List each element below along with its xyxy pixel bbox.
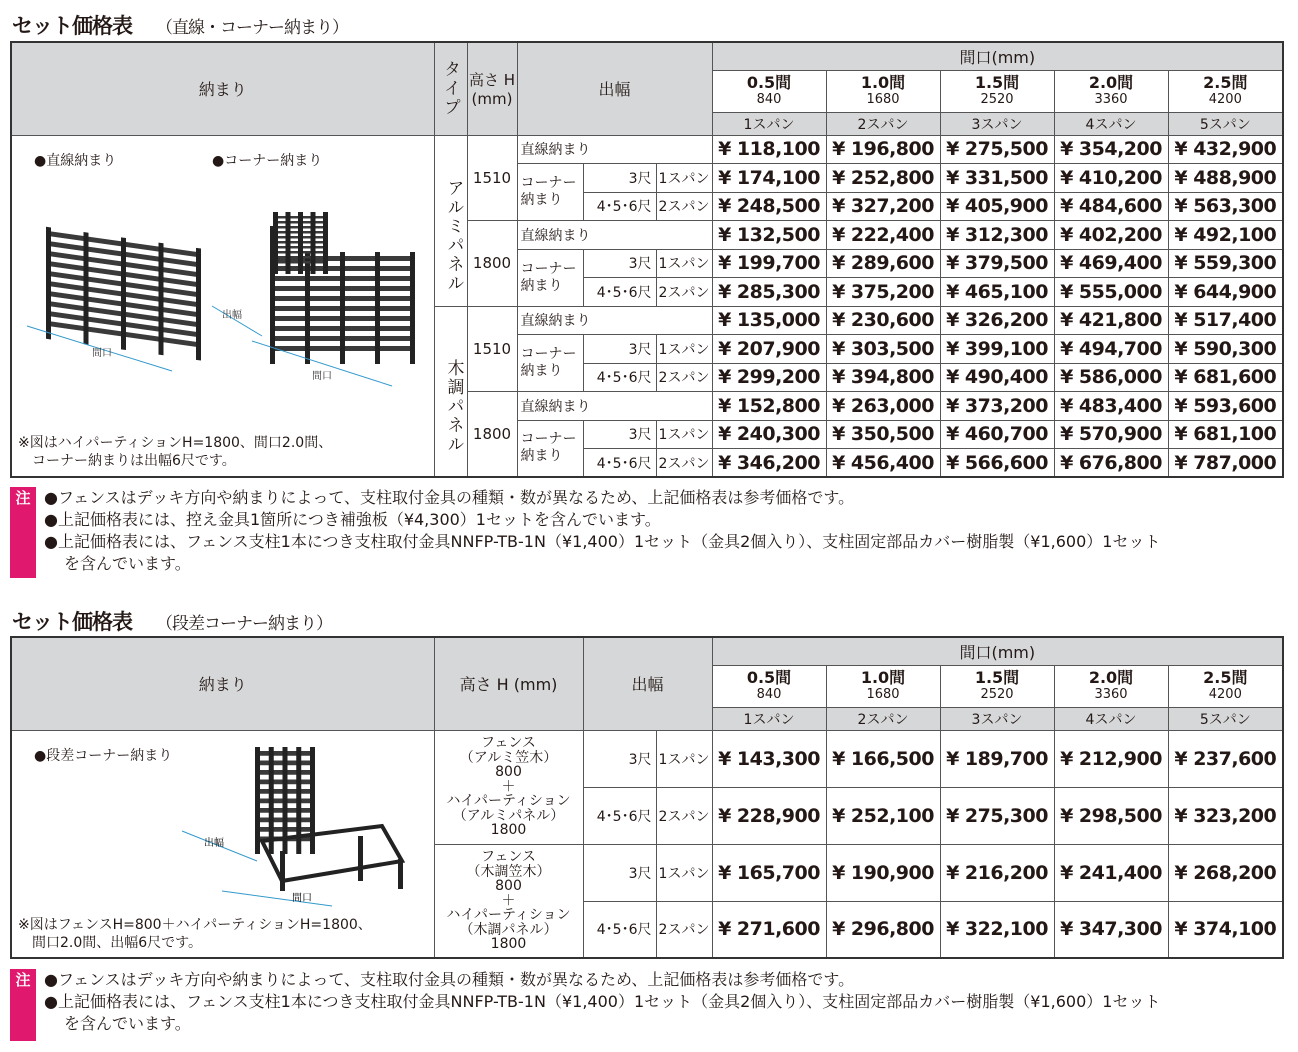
ken-label: 2.0間 [1088,668,1134,687]
price-cell: ¥ 174,100 [712,164,826,193]
header-opening: 間口(mm) [712,42,1283,70]
price-cell: ¥ 563,300 [1168,192,1283,221]
price-cell: ¥ 350,500 [826,420,940,449]
fit-straight: 直線納まり [517,135,712,164]
note-item: ●上記価格表には、フェンス支柱1本につき支柱取付金具NNFP-TB-1N（¥1,400）1セット（金具2個入り）、支柱固定部品カバー樹脂製（¥1,600）1セット [44,532,1161,551]
price-cell: ¥ 402,200 [1054,221,1168,250]
depth-3shaku: 3尺 [583,164,656,193]
depth-3shaku: 3尺 [583,420,656,449]
depth-456shaku: 4･5･6尺 [583,449,656,478]
span-count: 1スパン [656,844,712,901]
span-label: 4スパン [1054,707,1168,730]
price-cell: ¥ 323,200 [1168,787,1283,844]
note-item: ●上記価格表には、控え金具1箇所につき補強板（¥4,300）1セットを含んでいます。 [44,510,661,529]
desc-line: 1800 [490,936,527,952]
column-header-2 [940,70,1054,112]
column-header-3 [1054,70,1168,112]
ken-label: 1.0間 [860,668,906,687]
ken-label: 1.5間 [974,668,1020,687]
note-item: ●フェンスはデッキ方向や納まりによって、支柱取付金具の種類・数が異なるため、上記価格表は参考価格です。 [44,970,855,989]
desc-line: 800 [495,878,522,894]
fit-corner: コーナー納まり [517,249,583,306]
ken-label: 2.5間 [1203,668,1248,687]
illus-note-1: ※図はフェンスH=800＋ハイパーティションH=1800、 [18,916,372,933]
mm-label: 3360 [1094,687,1128,702]
illus-note-2: 間口2.0間、出幅6尺です。 [32,934,203,951]
price-cell: ¥ 207,900 [712,335,826,364]
note-item: を含んでいます。 [64,554,191,573]
span-label: 5スパン [1168,707,1283,730]
price-cell: ¥ 460,700 [940,420,1054,449]
price-cell: ¥ 296,800 [826,901,940,958]
price-cell: ¥ 268,200 [1168,844,1283,901]
column-header-4 [1168,70,1283,112]
price-cell: ¥ 373,200 [940,392,1054,421]
price-cell: ¥ 327,200 [826,192,940,221]
height-value: 1510 [467,306,517,392]
header-fit: 納まり [11,42,434,135]
price-cell: ¥ 252,800 [826,164,940,193]
price-cell: ¥ 152,800 [712,392,826,421]
price-cell: ¥ 189,700 [940,730,1054,787]
fence-illustration [162,741,422,911]
opening-label: 間口 [92,347,112,359]
price-cell: ¥ 374,100 [1168,901,1283,958]
depth-456shaku: 4･5･6尺 [583,192,656,221]
price-cell: ¥ 312,300 [940,221,1054,250]
span-label: 4スパン [1054,112,1168,135]
price-cell: ¥ 681,100 [1168,420,1283,449]
mm-label: 4200 [1208,687,1242,702]
desc-line: フェンス [481,849,536,865]
desc-line: （木調笠木） [466,863,551,880]
price-cell: ¥ 394,800 [826,363,940,392]
header-height: 高さ H (mm) [467,42,517,135]
title-text: セット価格表 [12,14,132,38]
table-row [11,135,1283,164]
column-header-4 [1168,665,1283,707]
price-cell: ¥ 410,200 [1054,164,1168,193]
ken-label: 0.5間 [746,73,792,92]
price-cell: ¥ 555,000 [1054,278,1168,307]
price-table-step-corner [10,636,1284,959]
price-cell: ¥ 165,700 [712,844,826,901]
column-header-0 [712,70,826,112]
span-count: 1スパン [656,249,712,278]
desc-line: （木調パネル） [459,921,558,938]
note-badge: 注 [10,969,36,1041]
column-header-1 [826,665,940,707]
note-badge: 注 [10,487,36,578]
note-item: を含んでいます。 [64,1014,191,1033]
price-table-straight-corner [10,41,1284,478]
price-cell: ¥ 241,400 [1054,844,1168,901]
mm-label: 840 [756,92,782,107]
header-height: 高さ H (mm) [434,637,583,730]
ken-label: 2.5間 [1203,73,1248,92]
fit-straight: 直線納まり [517,221,712,250]
price-cell: ¥ 248,500 [712,192,826,221]
illustration-cell [11,730,434,958]
span-label: 3スパン [940,112,1054,135]
type-label: 木調パネル [434,306,467,477]
column-header-3 [1054,665,1168,707]
span-label: 1スパン [712,112,826,135]
price-cell: ¥ 488,900 [1168,164,1283,193]
price-cell: ¥ 237,600 [1168,730,1283,787]
span-count: 1スパン [656,335,712,364]
desc-line: ＋ [501,892,516,909]
desc-line: ハイパーティション [446,793,571,810]
price-cell: ¥ 216,200 [940,844,1054,901]
price-cell: ¥ 222,400 [826,221,940,250]
svg-text:間口: 間口 [292,892,312,904]
span-count: 2スパン [656,363,712,392]
subtitle: （直線・コーナー納まり） [156,18,348,38]
mm-label: 3360 [1094,92,1128,107]
label-straight: ●直線納まり [34,152,117,169]
price-cell: ¥ 465,100 [940,278,1054,307]
illus-note-1: ※図はハイパーティションH=1800、間口2.0間、 [18,434,333,451]
depth-456shaku: 4･5･6尺 [583,787,656,844]
price-cell: ¥ 593,600 [1168,392,1283,421]
price-cell: ¥ 483,400 [1054,392,1168,421]
header-fit: 納まり [11,637,434,730]
price-cell: ¥ 354,200 [1054,135,1168,164]
price-cell: ¥ 346,200 [712,449,826,478]
price-cell: ¥ 135,000 [712,306,826,335]
price-cell: ¥ 298,500 [1054,787,1168,844]
combination-desc [434,730,583,844]
price-cell: ¥ 118,100 [712,135,826,164]
price-cell: ¥ 240,300 [712,420,826,449]
column-header-2 [940,665,1054,707]
price-cell: ¥ 166,500 [826,730,940,787]
price-cell: ¥ 492,100 [1168,221,1283,250]
height-value: 1510 [467,135,517,221]
price-cell: ¥ 570,900 [1054,420,1168,449]
note-item: ●上記価格表には、フェンス支柱1本につき支柱取付金具NNFP-TB-1N（¥1,400）1セット（金具2個入り）、支柱固定部品カバー樹脂製（¥1,600）1セット [44,992,1161,1011]
price-cell: ¥ 275,300 [940,787,1054,844]
ken-label: 2.0間 [1088,73,1134,92]
price-cell: ¥ 379,500 [940,249,1054,278]
mm-label: 1680 [866,687,900,702]
span-count: 2スパン [656,449,712,478]
price-cell: ¥ 517,400 [1168,306,1283,335]
price-cell: ¥ 285,300 [712,278,826,307]
price-cell: ¥ 143,300 [712,730,826,787]
span-count: 2スパン [656,787,712,844]
ken-label: 0.5間 [746,668,792,687]
svg-text:出幅: 出幅 [222,309,242,321]
fit-corner: コーナー納まり [517,164,583,221]
price-cell: ¥ 421,800 [1054,306,1168,335]
fit-corner: コーナー納まり [517,335,583,392]
section1-title [12,10,348,40]
svg-text:間口: 間口 [312,370,332,382]
price-cell: ¥ 644,900 [1168,278,1283,307]
column-header-1 [826,70,940,112]
price-cell: ¥ 271,600 [712,901,826,958]
mm-label: 4200 [1208,92,1242,107]
depth-456shaku: 4･5･6尺 [583,363,656,392]
price-cell: ¥ 196,800 [826,135,940,164]
illus-note-2: コーナー納まりは出幅6尺です。 [32,452,236,469]
price-cell: ¥ 331,500 [940,164,1054,193]
price-cell: ¥ 787,000 [1168,449,1283,478]
depth-3shaku: 3尺 [583,335,656,364]
desc-line: （アルミ笠木） [459,749,558,766]
price-cell: ¥ 275,500 [940,135,1054,164]
mm-label: 2520 [980,687,1014,702]
span-label: 2スパン [826,112,940,135]
price-cell: ¥ 263,000 [826,392,940,421]
price-cell: ¥ 586,000 [1054,363,1168,392]
price-cell: ¥ 322,100 [940,901,1054,958]
note-item: ●フェンスはデッキ方向や納まりによって、支柱取付金具の種類・数が異なるため、上記価格表は参考価格です。 [44,488,855,507]
mm-label: 840 [756,687,782,702]
price-cell: ¥ 676,800 [1054,449,1168,478]
fit-corner: コーナー納まり [517,420,583,477]
desc-line: ＋ [501,778,516,795]
span-count: 1スパン [656,730,712,787]
price-cell: ¥ 289,600 [826,249,940,278]
depth-456shaku: 4･5･6尺 [583,901,656,958]
header-depth: 出幅 [517,42,712,135]
desc-line: ハイパーティション [446,907,571,923]
notes-1 [10,487,1290,578]
combination-desc [434,844,583,958]
price-cell: ¥ 559,300 [1168,249,1283,278]
span-count: 2スパン [656,278,712,307]
column-header-0 [712,665,826,707]
notes-2 [10,969,1290,1041]
header-opening: 間口(mm) [712,637,1283,665]
span-count: 2スパン [656,192,712,221]
price-cell: ¥ 469,400 [1054,249,1168,278]
price-cell: ¥ 132,500 [712,221,826,250]
depth-3shaku: 3尺 [583,844,656,901]
span-count: 1スパン [656,164,712,193]
subtitle: （段差コーナー納まり） [156,614,332,634]
price-cell: ¥ 212,900 [1054,730,1168,787]
price-cell: ¥ 190,900 [826,844,940,901]
height-value: 1800 [467,392,517,478]
type-label: アルミパネル [434,135,467,306]
height-value: 1800 [467,221,517,307]
price-cell: ¥ 303,500 [826,335,940,364]
table-row [11,730,1283,787]
label-corner: ●コーナー納まり [212,152,323,169]
ken-label: 1.0間 [860,73,906,92]
price-cell: ¥ 326,200 [940,306,1054,335]
title-text: セット価格表 [12,610,132,634]
desc-line: 1800 [490,822,527,839]
svg-text:出幅: 出幅 [204,837,224,849]
price-cell: ¥ 230,600 [826,306,940,335]
price-cell: ¥ 399,100 [940,335,1054,364]
span-count: 2スパン [656,901,712,958]
price-cell: ¥ 252,100 [826,787,940,844]
desc-line: （アルミパネル） [452,807,565,824]
price-cell: ¥ 375,200 [826,278,940,307]
price-cell: ¥ 681,600 [1168,363,1283,392]
price-cell: ¥ 490,400 [940,363,1054,392]
section2-title [12,606,332,636]
price-cell: ¥ 228,900 [712,787,826,844]
depth-456shaku: 4･5･6尺 [583,278,656,307]
fence-illustration [12,196,432,396]
price-cell: ¥ 405,900 [940,192,1054,221]
span-label: 1スパン [712,707,826,730]
ken-label: 1.5間 [974,73,1020,92]
span-label: 3スパン [940,707,1054,730]
price-cell: ¥ 590,300 [1168,335,1283,364]
mm-label: 1680 [866,92,900,107]
price-cell: ¥ 199,700 [712,249,826,278]
mm-label: 2520 [980,92,1014,107]
depth-3shaku: 3尺 [583,730,656,787]
price-cell: ¥ 347,300 [1054,901,1168,958]
span-label: 2スパン [826,707,940,730]
illustration-cell [11,135,434,477]
label-step-corner: ●段差コーナー納まり [34,747,173,764]
fit-straight: 直線納まり [517,392,712,421]
price-cell: ¥ 299,200 [712,363,826,392]
header-depth: 出幅 [583,637,712,730]
price-cell: ¥ 494,700 [1054,335,1168,364]
desc-line: フェンス [481,735,536,752]
desc-line: 800 [495,764,522,781]
price-cell: ¥ 456,400 [826,449,940,478]
fit-straight: 直線納まり [517,306,712,335]
depth-3shaku: 3尺 [583,249,656,278]
span-label: 5スパン [1168,112,1283,135]
span-count: 1スパン [656,420,712,449]
price-cell: ¥ 566,600 [940,449,1054,478]
price-cell: ¥ 432,900 [1168,135,1283,164]
header-type: タイプ [434,42,467,135]
price-cell: ¥ 484,600 [1054,192,1168,221]
